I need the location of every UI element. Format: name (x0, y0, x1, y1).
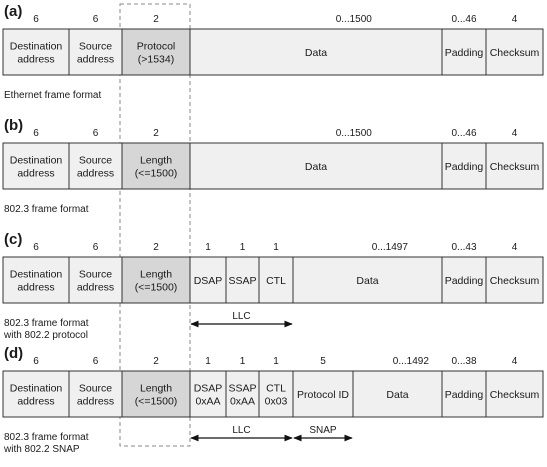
field-size-label: 4 (511, 242, 518, 253)
field-name: Length (139, 154, 173, 167)
field-name: 0xAA (195, 395, 221, 408)
field-name: Data (304, 161, 328, 173)
frame-field (226, 356, 259, 417)
field-name: (<=1500) (134, 167, 178, 180)
panel-label: (d) (4, 345, 24, 362)
field-name: Destination (9, 40, 63, 53)
field-size-label: 0...1500 (335, 128, 372, 139)
field-name: address (17, 53, 55, 66)
frame-field (259, 242, 293, 303)
field-name: address (76, 53, 115, 66)
frame-field (3, 356, 69, 417)
field-size-label: 0...38 (451, 356, 477, 367)
field-name: (<=1500) (134, 395, 178, 408)
frame-field (69, 128, 122, 189)
frame-field (293, 242, 442, 303)
field-size-label: 2 (153, 14, 159, 25)
field-size-label: 6 (33, 128, 39, 139)
range-llc (191, 425, 292, 438)
field-size-label: 6 (92, 356, 99, 367)
frame-field (69, 356, 122, 417)
field-size-label: 5 (320, 356, 326, 367)
field-name: Protocol (136, 40, 176, 53)
field-name: Padding (444, 161, 484, 173)
field-name: (<=1500) (134, 281, 178, 294)
field-size-label: 1 (239, 242, 246, 253)
field-name: Destination (9, 154, 63, 167)
field-name: Destination (9, 382, 63, 395)
field-size-label: 0...46 (451, 128, 477, 139)
field-size-label: 6 (92, 128, 99, 139)
range-label: SNAP (309, 425, 337, 436)
field-name: Length (139, 382, 173, 395)
field-size-label: 1 (205, 356, 211, 367)
frame-field (122, 356, 190, 417)
field-size-label: 4 (511, 356, 518, 367)
range-label: LLC (232, 425, 251, 436)
field-name: (>1534) (137, 53, 175, 66)
panel-label: (c) (4, 231, 23, 248)
frame-caption: with 802.2 SNAP (4, 444, 80, 455)
frame-field (486, 14, 543, 75)
field-name: address (17, 281, 55, 294)
frame-caption: with 802.2 protocol (4, 330, 88, 341)
field-name: Padding (444, 275, 484, 287)
field-size-label: 6 (92, 242, 99, 253)
frame-caption: 802.3 frame format (4, 432, 89, 443)
frame-field (259, 356, 293, 417)
field-size-label: 6 (33, 356, 39, 367)
field-name: Padding (444, 389, 484, 401)
frame-field (442, 14, 486, 75)
field-name: Source (78, 40, 113, 53)
field-size-label: 4 (511, 128, 518, 139)
frame-field (190, 128, 442, 189)
field-name: SSAP (228, 382, 257, 395)
field-name: Destination (9, 268, 63, 281)
field-name: Checksum (489, 389, 540, 401)
panel-c (3, 231, 543, 341)
field-name: 0x03 (264, 395, 288, 408)
field-name: CTL (266, 275, 286, 287)
field-size-label: 2 (153, 242, 159, 253)
field-name: Source (78, 268, 113, 281)
frame-field (486, 356, 543, 417)
frame-field (69, 242, 122, 303)
field-size-label: 1 (273, 242, 279, 253)
range-label: LLC (232, 311, 251, 322)
field-name: Data (386, 389, 409, 401)
field-name: Data (356, 275, 379, 287)
panel-d (3, 345, 543, 455)
frame-field (122, 14, 190, 75)
field-name: CTL (266, 382, 286, 395)
field-name: 0xAA (229, 395, 256, 408)
field-size-label: 1 (205, 242, 211, 253)
field-name: address (76, 281, 115, 294)
panel-a (3, 3, 543, 101)
field-size-label: 6 (33, 242, 39, 253)
field-name: address (17, 167, 55, 180)
field-name: Data (304, 47, 328, 59)
panel-label: (a) (4, 3, 23, 20)
field-size-label: 0...1492 (392, 356, 429, 367)
field-size-label: 2 (153, 128, 159, 139)
field-name: Source (78, 154, 113, 167)
field-name: Length (139, 268, 173, 281)
field-size-label: 1 (273, 356, 279, 367)
frame-field (190, 242, 226, 303)
frame-field (3, 242, 69, 303)
field-size-label: 2 (153, 356, 159, 367)
frame-field (122, 242, 190, 303)
field-size-label: 0...43 (451, 242, 477, 253)
frame-caption: 802.3 frame format (4, 318, 89, 329)
frame-caption: 802.3 frame format (4, 204, 89, 215)
frame-field (486, 128, 543, 189)
frame-field (3, 128, 69, 189)
frame-caption: Ethernet frame format (4, 90, 102, 101)
frame-field (442, 242, 486, 303)
frame-field (190, 14, 442, 75)
field-size-label: 0...46 (451, 14, 477, 25)
frame-field (486, 242, 543, 303)
field-size-label: 1 (239, 356, 246, 367)
frame-field (226, 242, 259, 303)
field-name: SSAP (228, 275, 257, 287)
field-name: DSAP (193, 275, 223, 287)
frame-field (3, 14, 69, 75)
frame-field (442, 128, 486, 189)
field-name: Checksum (489, 161, 540, 173)
field-name: address (76, 395, 115, 408)
frame-field (353, 356, 442, 417)
field-name: DSAP (193, 382, 223, 395)
field-size-label: 6 (92, 14, 99, 25)
range-llc (191, 311, 292, 324)
field-size-label: 0...1497 (371, 242, 408, 253)
range-snap (294, 425, 352, 438)
field-name: Padding (444, 47, 484, 59)
frame-field (442, 356, 486, 417)
frame-field (69, 14, 122, 75)
field-name: Protocol ID (297, 389, 349, 401)
frame-field (293, 356, 353, 417)
frame-field (122, 128, 190, 189)
field-name: Checksum (489, 275, 540, 287)
field-size-label: 6 (33, 14, 39, 25)
field-name: address (17, 395, 55, 408)
field-name: Checksum (489, 47, 540, 59)
field-size-label: 0...1500 (335, 14, 372, 25)
field-name: Source (78, 382, 113, 395)
frame-field (190, 356, 226, 417)
panel-b (3, 117, 543, 215)
panel-label: (b) (4, 117, 24, 134)
field-name: address (76, 167, 115, 180)
field-size-label: 4 (511, 14, 518, 25)
